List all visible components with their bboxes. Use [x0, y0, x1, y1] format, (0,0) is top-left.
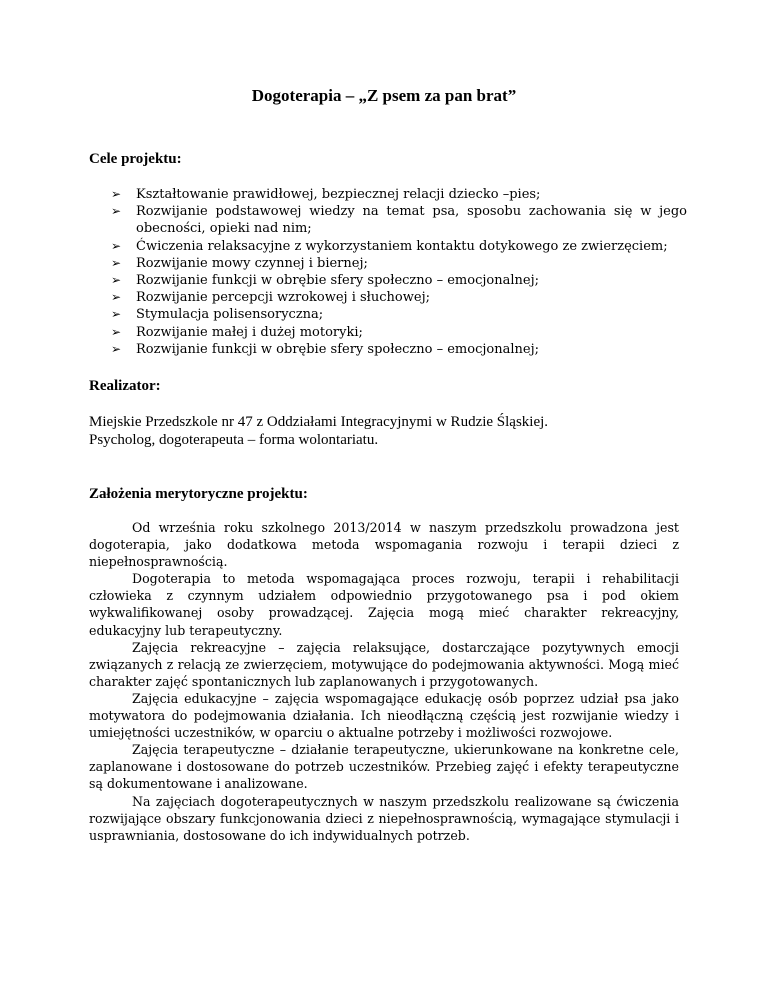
list-item: [111, 306, 687, 323]
arrow-bullet-icon: ➢: [111, 187, 122, 201]
arrow-bullet-icon: ➢: [111, 341, 122, 356]
realizator-text: [89, 413, 689, 449]
arrow-bullet-icon: ➢: [111, 324, 122, 339]
assumptions-heading: Założenia merytoryczne projektu:: [89, 486, 308, 502]
document-title: Dogoterapia – „Z psem za pan brat”: [251, 86, 517, 105]
goal-text: Rozwijanie mowy czynnej i biernej;: [136, 255, 368, 271]
paragraph: Od września roku szkolnego 2013/2014 w naszym przedszkolu prowadzona jest dogoterapia, jako dodatkowa metoda wspomagania rozwoju i terapii dzieci z niepełnosprawnością.: [89, 520, 679, 570]
paragraph: Na zajęciach dogoterapeutycznych w naszym przedszkolu realizowane są ćwiczenia rozwijające obszary funkcjonowania dzieci z niepełnosprawnością, wymagające stymulacji i usprawniania, dostosowane do ich indywidualnych potrzeb.: [89, 793, 679, 843]
paragraph: Zajęcia terapeutyczne – działanie terapeutyczne, ukierunkowane na konkretne cele, zaplanowane i dostosowane do potrzeb uczestników. Przebieg zajęć i efekty terapeutyczne są dokumentowane i analizowane.: [89, 742, 679, 792]
goal-text: Rozwijanie małej i dużej motoryki;: [136, 324, 363, 340]
arrow-bullet-icon: ➢: [111, 204, 122, 219]
list-item: [111, 203, 687, 237]
goal-text: Ćwiczenia relaksacyjne z wykorzystaniem kontaktu dotykowego ze zwierzęciem;: [136, 238, 668, 254]
paragraph: Zajęcia edukacyjne – zajęcia wspomagające edukację osób poprzez udział psa jako motywatora do podejmowania działania. Ich nieodłączną częścią jest rozwijanie wiedzy i umiejętności uczestników, w oparciu o aktualne potrzeby i możliwości rozwojowe.: [89, 690, 679, 741]
list-item: [111, 272, 687, 289]
realizator-line: Miejskie Przedszkole nr 47 z Oddziałami Integracyjnymi w Rudzie Śląskiej.: [89, 414, 549, 430]
arrow-bullet-icon: ➢: [111, 307, 122, 322]
goal-text: Rozwijanie podstawowej wiedzy na temat psa, sposobu zachowania się w jego obecności, opieki nad nim;: [136, 204, 687, 237]
goal-text: Rozwijanie funkcji w obrębie sfery społeczno – emocjonalnej;: [136, 273, 539, 289]
arrow-bullet-icon: ➢: [111, 273, 122, 288]
list-item: [111, 186, 687, 203]
list-item: [111, 341, 687, 358]
goal-text: Rozwijanie funkcji w obrębie sfery społeczno – emocjonalnej;: [136, 341, 539, 357]
goal-text: Kształtowanie prawidłowej, bezpiecznej relacji dziecko –pies;: [136, 187, 541, 202]
goal-text: Rozwijanie percepcji wzrokowej i słuchowej;: [136, 290, 430, 306]
arrow-bullet-icon: ➢: [111, 238, 122, 253]
goals-heading: Cele projektu:: [89, 151, 182, 167]
arrow-bullet-icon: ➢: [111, 290, 122, 305]
realizator-heading: Realizator:: [89, 378, 161, 394]
goal-text: Stymulacja polisensoryczna;: [136, 307, 324, 323]
paragraph: Zajęcia rekreacyjne – zajęcia relaksujące, dostarczające pozytywnych emocji związanych z relacją ze zwierzęciem, motywujące do podejmowania aktywności. Mogą mieć charakter zajęć spontanicznych lub zaplanowanych i przygotowanych.: [89, 639, 679, 689]
paragraph: Dogoterapia to metoda wspomagająca proces rozwoju, terapii i rehabilitacji człowieka z czynnym udziałem odpowiednio przygotowanego psa i pod okiem wykwalifikowanej osoby prowadzącej. Zajęcia mogą mieć charakter rekreacyjny, edukacyjny lub terapeutyczny.: [89, 571, 679, 638]
assumptions-body: [89, 519, 679, 844]
list-item: [111, 238, 687, 255]
goals-list: [111, 186, 687, 358]
list-item: [111, 324, 687, 341]
arrow-bullet-icon: ➢: [111, 255, 122, 270]
realizator-line: Psycholog, dogoterapeuta – forma wolontariatu.: [89, 432, 379, 448]
list-item: [111, 289, 687, 306]
list-item: [111, 255, 687, 272]
